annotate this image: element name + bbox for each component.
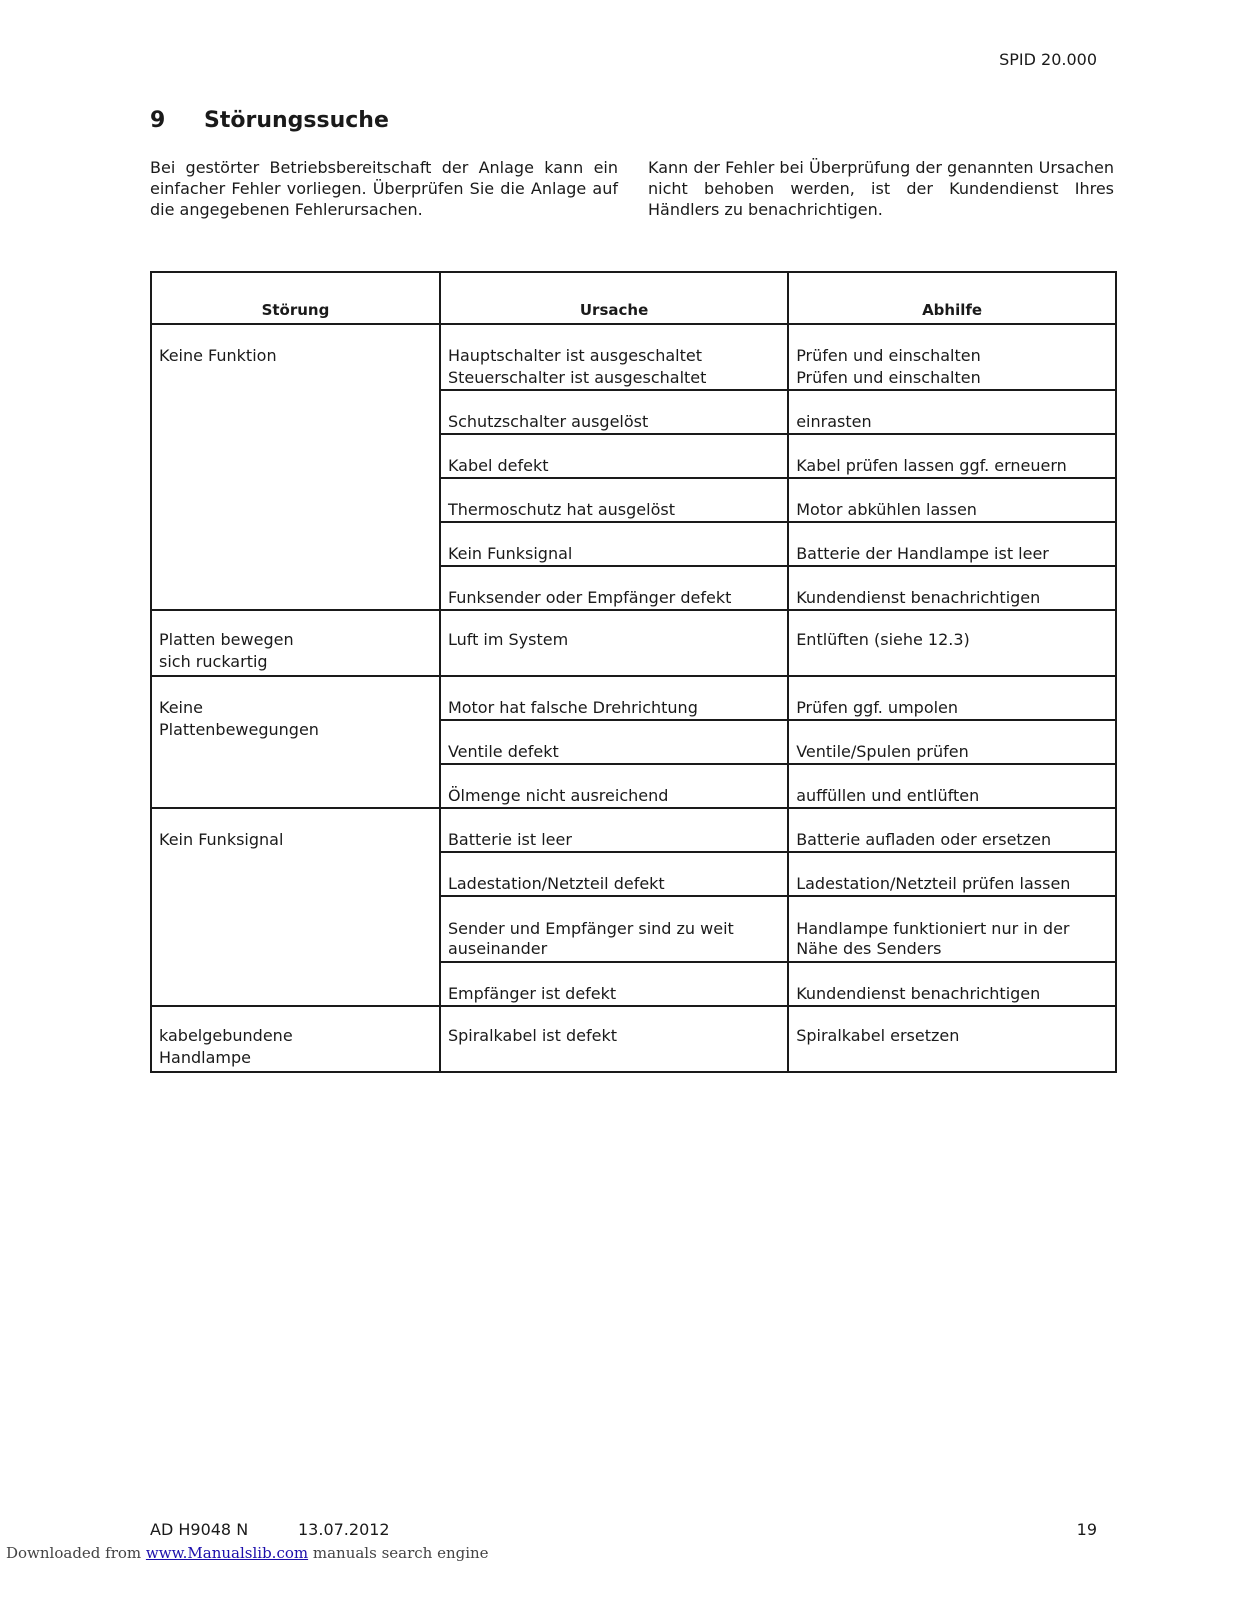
ursache-cell: Schutzschalter ausgelöst xyxy=(440,390,788,434)
ursache-cell: Kabel defekt xyxy=(440,434,788,478)
ursache-cell: Ölmenge nicht ausreichend xyxy=(440,764,788,808)
intro-paragraph-right: Kann der Fehler bei Überprüfung der genannten Ursachen nicht behoben werden, ist der Kundendienst Ihres Händlers zu benachrichtigen. xyxy=(648,158,1114,219)
stoerung-cell: kabelgebundene Handlampe xyxy=(151,1006,440,1072)
ursache-cell: Spiralkabel ist defekt xyxy=(440,1006,788,1072)
ursache-cell: Ladestation/Netzteil defekt xyxy=(440,852,788,896)
document-name: SPID 20.000 xyxy=(999,50,1097,69)
ursache-cell: Empfänger ist defekt xyxy=(440,962,788,1006)
table-header-row xyxy=(151,272,1116,324)
column-header-stoerung: Störung xyxy=(151,272,440,324)
page-number: 19 xyxy=(1076,1520,1097,1539)
table-row xyxy=(151,1006,1116,1072)
abhilfe-cell: Kabel prüfen lassen ggf. erneuern xyxy=(788,434,1116,478)
ursache-cell xyxy=(440,324,788,390)
column-header-abhilfe: Abhilfe xyxy=(788,272,1116,324)
download-watermark xyxy=(6,1544,489,1562)
table-row xyxy=(151,676,1116,720)
ursache-cell: Sender und Empfänger sind zu weit auseinander xyxy=(440,896,788,962)
abhilfe-cell: auffüllen und entlüften xyxy=(788,764,1116,808)
stoerung-cell: Kein Funksignal xyxy=(151,808,440,1006)
stoerung-cell: Keine Plattenbewegungen xyxy=(151,676,440,808)
troubleshooting-table xyxy=(150,271,1117,1073)
intro-paragraph-left: Bei gestörter Betriebsbereitschaft der Anlage kann ein einfacher Fehler vorliegen. Überprüfen Sie die Anlage auf die angegebenen Fehlerursachen. xyxy=(150,158,618,219)
abhilfe-cell xyxy=(788,324,1116,390)
abhilfe-cell: Motor abkühlen lassen xyxy=(788,478,1116,522)
abhilfe-cell: Batterie aufladen oder ersetzen xyxy=(788,808,1116,852)
abhilfe-cell: einrasten xyxy=(788,390,1116,434)
ursache-cell: Motor hat falsche Drehrichtung xyxy=(440,676,788,720)
section-number: 9 xyxy=(150,108,166,133)
abhilfe-cell: Kundendienst benachrichtigen xyxy=(788,962,1116,1006)
abhilfe-cell: Batterie der Handlampe ist leer xyxy=(788,522,1116,566)
stoerung-cell: Platten bewegen sich ruckartig xyxy=(151,610,440,676)
ursache-cell: Luft im System xyxy=(440,610,788,676)
section-title: Störungssuche xyxy=(204,108,389,133)
table-body xyxy=(151,324,1116,1072)
section-heading xyxy=(150,108,389,133)
abhilfe-cell: Spiralkabel ersetzen xyxy=(788,1006,1116,1072)
abhilfe-cell: Kundendienst benachrichtigen xyxy=(788,566,1116,610)
table-row xyxy=(151,324,1116,390)
watermark-prefix: Downloaded from xyxy=(6,1544,146,1562)
stoerung-cell: Keine Funktion xyxy=(151,324,440,610)
abhilfe-cell: Entlüften (siehe 12.3) xyxy=(788,610,1116,676)
column-header-ursache: Ursache xyxy=(440,272,788,324)
manualslib-link[interactable]: www.Manualslib.com xyxy=(145,1544,309,1562)
abhilfe-cell: Handlampe funktioniert nur in der Nähe des Senders xyxy=(788,896,1116,962)
ursache-cell: Batterie ist leer xyxy=(440,808,788,852)
ursache-cell: Kein Funksignal xyxy=(440,522,788,566)
abhilfe-text: Prüfen und einschalten Prüfen und einschalten xyxy=(796,346,981,387)
table-row xyxy=(151,808,1116,852)
table-row xyxy=(151,610,1116,676)
ursache-cell: Funksender oder Empfänger defekt xyxy=(440,566,788,610)
abhilfe-cell: Ladestation/Netzteil prüfen lassen xyxy=(788,852,1116,896)
watermark-suffix: manuals search engine xyxy=(308,1544,489,1562)
ursache-text: Hauptschalter ist ausgeschaltet Steuerschalter ist ausgeschaltet xyxy=(447,346,707,387)
ursache-cell: Ventile defekt xyxy=(440,720,788,764)
abhilfe-cell: Ventile/Spulen prüfen xyxy=(788,720,1116,764)
footer-document-code: AD H9048 N xyxy=(150,1520,249,1539)
abhilfe-cell: Prüfen ggf. umpolen xyxy=(788,676,1116,720)
ursache-cell: Thermoschutz hat ausgelöst xyxy=(440,478,788,522)
footer-date: 13.07.2012 xyxy=(298,1520,390,1539)
